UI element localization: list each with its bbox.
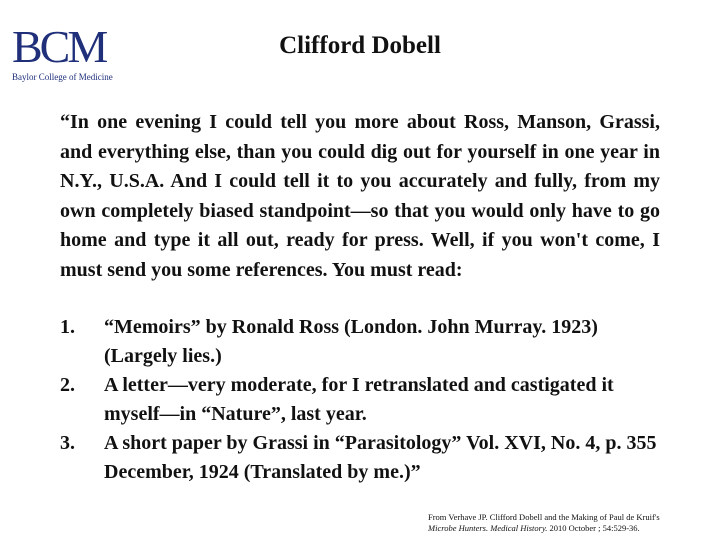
logo-mark: BCM: [12, 21, 106, 72]
list-item: [60, 371, 660, 429]
list-item: [60, 429, 660, 487]
list-item-text: “Memoirs” by Ronald Ross (London. John Murray. 1923) (Largely lies.): [104, 316, 598, 367]
slide-title: Clifford Dobell: [279, 32, 441, 59]
citation-line1: From Verhave JP. Clifford Dobell and the Making of Paul de Kruif's: [428, 512, 660, 522]
list-item-text: A short paper by Grassi in “Parasitology” Vol. XVI, No. 4, p. 355 December, 1924 (Translated by me.)”: [104, 432, 657, 483]
list-item-number: 1.: [60, 316, 75, 338]
list-item-text: A letter—very moderate, for I retranslated and castigated it myself—in “Nature”, last year.: [104, 374, 614, 425]
quote-paragraph: “In one evening I could tell you more about Ross, Manson, Grassi, and everything else, than you could dig out for yourself in one year in N.Y., U.S.A. And I could tell it to you accurately and fully, from my own completely biased standpoint—so that you would only have to go home and type it all out, ready for press. Well, if you won't come, I must send you some references. You must read:: [60, 111, 660, 281]
list-item-number: 3.: [60, 432, 75, 454]
bcm-logo: [12, 21, 142, 84]
citation-details: 2010 October ; 54:529-36.: [547, 523, 640, 533]
logo-subtitle: Baylor College of Medicine: [12, 72, 113, 82]
list-item-number: 2.: [60, 374, 75, 396]
source-citation: [428, 512, 718, 534]
reference-list: [60, 313, 660, 487]
citation-journal: Microbe Hunters. Medical History.: [428, 523, 548, 533]
list-item: [60, 313, 660, 371]
